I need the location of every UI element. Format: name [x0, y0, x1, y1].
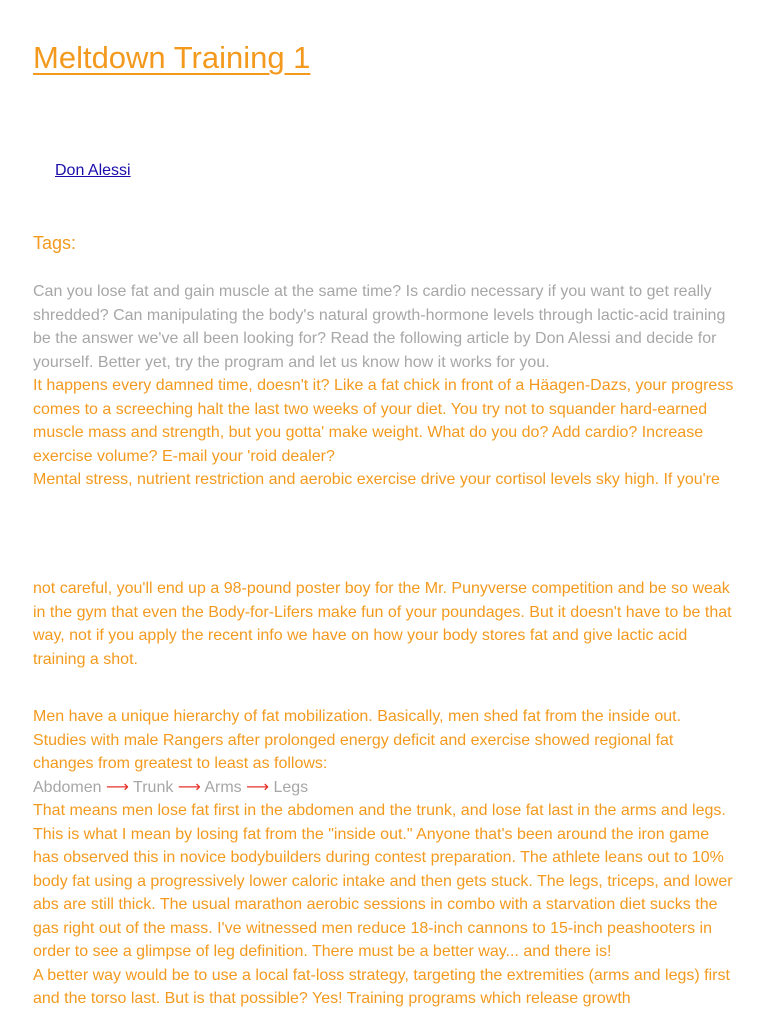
arrow-right-icon: ⟶ — [105, 778, 129, 796]
hierarchy-trunk: Trunk — [133, 778, 174, 796]
paragraph-1: It happens every damned time, doesn't it? Like a fat chick in front of a Häagen-Dazs, your progress comes to a screeching halt the last two weeks of your diet. You try not to squander hard-earned muscle mass and strength, but you gotta' make weight. What do you do? Add cardio? Increase exercise volume? E-mail your 'roid dealer? — [33, 377, 734, 465]
paragraph-4: That means men lose fat first in the abdomen and the trunk, and lose fat last in the arms and legs. This is what I mean by losing fat from the "inside out." Anyone that's been around the iron game has observed this in novice bodybuilders during contest preparation. The athlete leans out to 10% body fat using a progressively lower caloric intake and then gets stuck. The legs, triceps, and lower abs are still thick. The usual marathon aerobic sessions in combo with a starvation diet sucks the gas right out of the mass. I've witnessed men reduce 18-inch cannons to 15-inch peashooters in order to see a glimpse of leg definition. There must be a better way... and there is! — [33, 802, 733, 960]
tags-label: Tags: — [33, 233, 77, 253]
fat-loss-hierarchy — [33, 776, 738, 800]
paragraph-2-continued: not careful, you'll end up a 98-pound poster boy for the Mr. Punyverse competition and be so weak in the gym that even the Body-for-Lifers make fun of your poundages. But it doesn't have to be that way, not if you apply the recent info we have on how your body stores fat and give lactic acid training a shot. — [33, 580, 732, 668]
article-intro-block — [33, 280, 738, 492]
arrow-right-icon: ⟶ — [246, 778, 270, 796]
hierarchy-legs: Legs — [273, 778, 309, 796]
paragraph-5: A better way would be to use a local fat-loss strategy, targeting the extremities (arms and legs) first and the torso last. But is that possible? Yes! Training programs which release growth — [33, 966, 730, 1007]
paragraph-2-start: Mental stress, nutrient restriction and aerobic exercise drive your cortisol levels sky high. If you're — [33, 471, 720, 488]
hierarchy-arms: Arms — [204, 778, 242, 796]
arrow-right-icon: ⟶ — [177, 778, 201, 796]
author-link[interactable]: Don Alessi — [55, 162, 131, 179]
hierarchy-abdomen: Abdomen — [33, 778, 102, 796]
article-title-link[interactable]: Meltdown Training 1 — [33, 40, 311, 75]
paragraph-3: Men have a unique hierarchy of fat mobilization. Basically, men shed fat from the inside out. Studies with male Rangers after prolonged energy deficit and exercise showed regional fat changes from greatest to least as follows: — [33, 708, 682, 772]
article-summary: Can you lose fat and gain muscle at the same time? Is cardio necessary if you want to get really shredded? Can manipulating the body's natural growth-hormone levels through lactic-acid training be the answer we've all been looking for? Read the following article by Don Alessi and decide for yourself. Better yet, try the program and let us know how it works for you. — [33, 283, 726, 371]
article-fat-mobilization-block — [33, 705, 738, 1011]
article-continued-block — [33, 577, 738, 671]
